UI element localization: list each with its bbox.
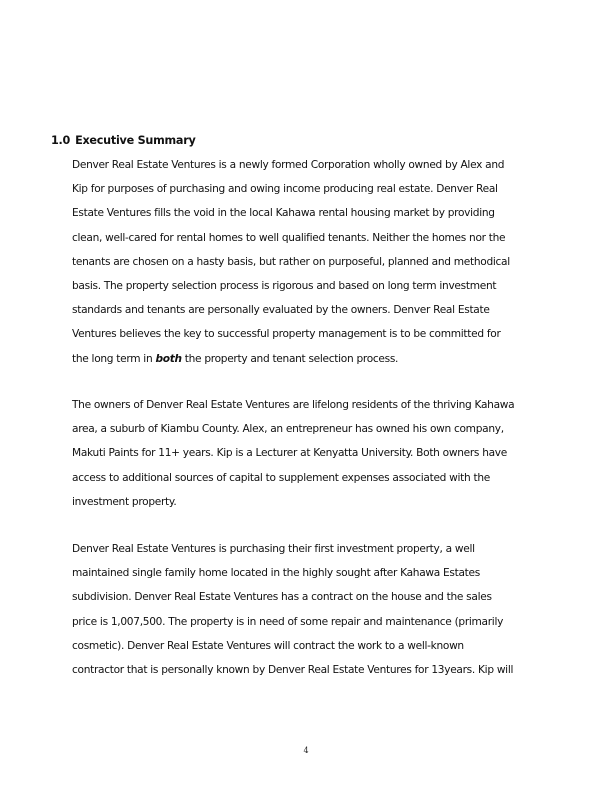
text-line: Makuti Paints for 11+ years. Kip is a Lecturer at Kenyatta University. Both owners have xyxy=(72,447,507,460)
paragraph-owners xyxy=(72,393,547,514)
emphasis-text: both xyxy=(155,352,182,365)
text-line: investment property. xyxy=(72,495,177,508)
text-line: Denver Real Estate Ventures is purchasing their first investment property, a well xyxy=(72,543,475,555)
text-line: subdivision. Denver Real Estate Ventures has a contract on the house and the sales xyxy=(72,591,492,604)
text-line: Ventures believes the key to successful property management is to be committed for xyxy=(72,328,501,341)
page-number: 4 xyxy=(303,746,309,755)
text-run: the property and tenant selection process. xyxy=(181,352,399,365)
section-title: Executive Summary xyxy=(75,134,196,147)
text-line: Kip for purposes of purchasing and owing income producing real estate. Denver Real xyxy=(72,183,498,196)
text-line: maintained single family home located in the highly sought after Kahawa Estates xyxy=(72,567,480,580)
text-run: the long term in xyxy=(72,352,156,365)
text-line: area, a suburb of Kiambu County. Alex, an entrepreneur has owned his own company, xyxy=(72,423,504,436)
text-line: contractor that is personally known by Denver Real Estate Ventures for 13years. Kip will xyxy=(72,664,514,677)
text-line xyxy=(72,347,547,371)
text-line: The owners of Denver Real Estate Ventures are lifelong residents of the thriving Kahawa xyxy=(72,399,515,411)
text-line: standards and tenants are personally evaluated by the owners. Denver Real Estate xyxy=(72,304,490,317)
paragraph-company-overview xyxy=(72,153,547,371)
text-line: basis. The property selection process is rigorous and based on long term investment xyxy=(72,280,497,293)
text-line: Denver Real Estate Ventures is a newly formed Corporation wholly owned by Alex and xyxy=(72,159,505,171)
section-heading xyxy=(51,134,196,147)
text-line: clean, well-cared for rental homes to well qualified tenants. Neither the homes nor the xyxy=(72,231,506,244)
text-line: Estate Ventures fills the void in the local Kahawa rental housing market by providing xyxy=(72,207,495,220)
section-number: 1.0 xyxy=(51,134,71,147)
text-line: cosmetic). Denver Real Estate Ventures will contract the work to a well-known xyxy=(72,639,464,652)
text-line: price is 1,007,500. The property is in need of some repair and maintenance (primarily xyxy=(72,615,504,628)
text-line: access to additional sources of capital to supplement expenses associated with the xyxy=(72,471,490,484)
text-line: tenants are chosen on a hasty basis, but rather on purposeful, planned and methodical xyxy=(72,255,510,268)
paragraph-property xyxy=(72,537,547,682)
